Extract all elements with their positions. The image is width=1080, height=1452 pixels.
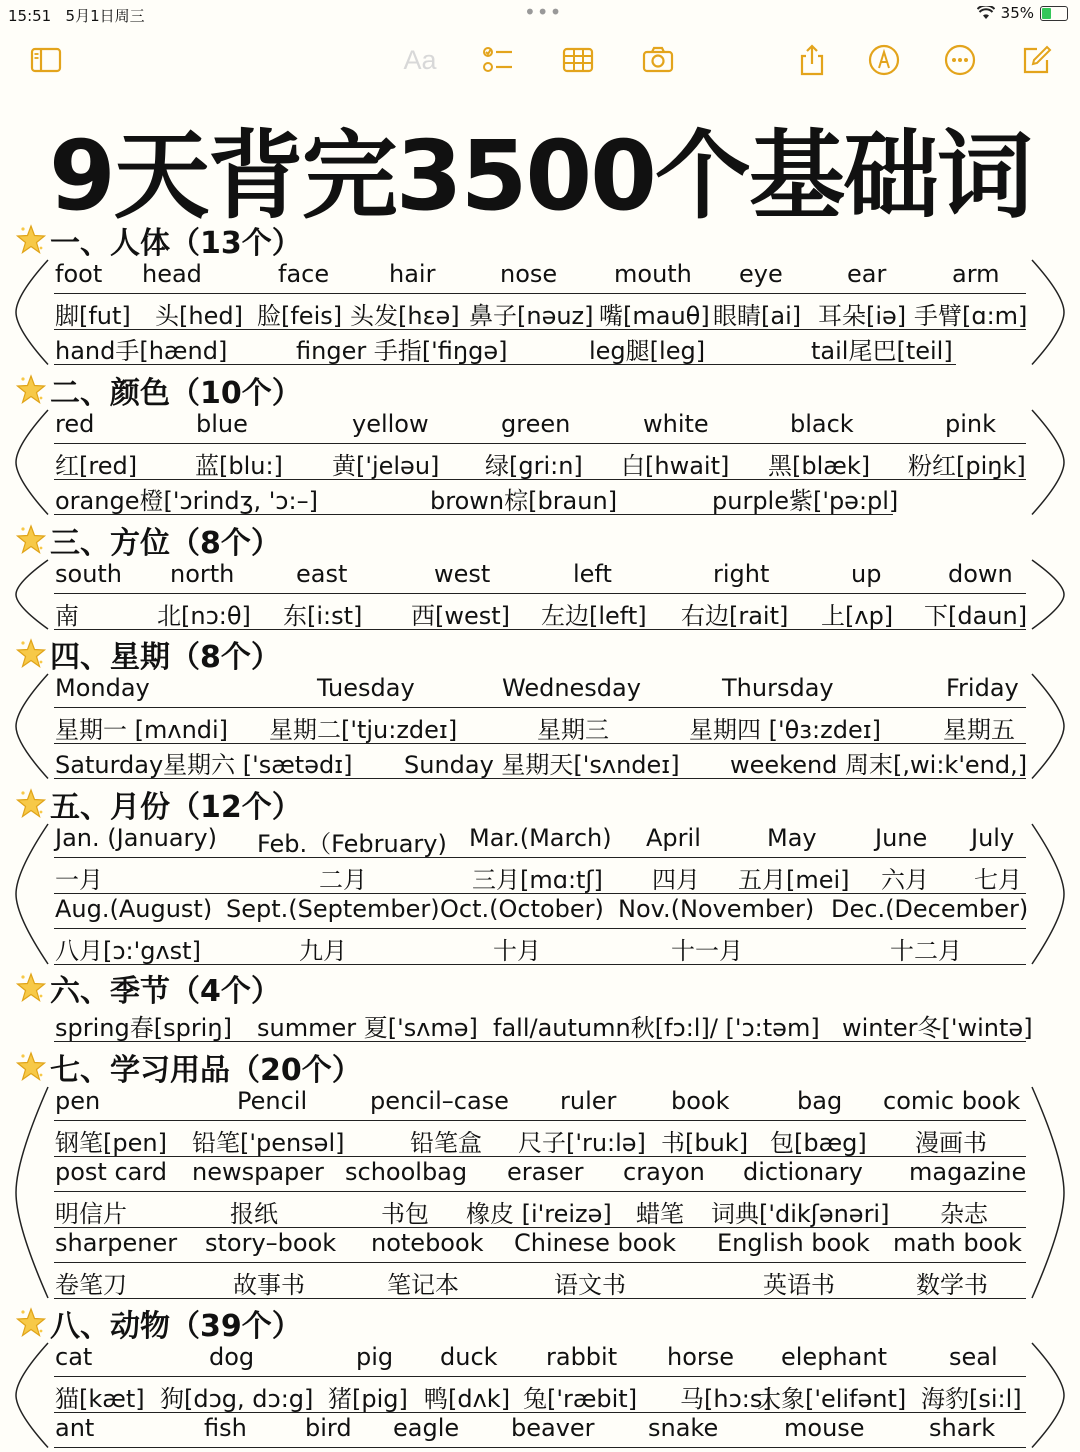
word-cell: 右边[rait] xyxy=(681,601,789,630)
word-row xyxy=(54,858,1026,894)
word-cell: 星期二['tju:zdeɪ] xyxy=(269,715,458,744)
word-cell: rabbit xyxy=(546,1343,618,1371)
left-bracket xyxy=(12,556,52,633)
right-bracket xyxy=(1028,820,1068,968)
word-cell: 头发[hεə] xyxy=(350,301,460,330)
word-cell: 西[west] xyxy=(411,601,511,630)
left-bracket xyxy=(12,820,52,968)
word-cell: Nov.(November) xyxy=(618,895,815,923)
word-cell: south xyxy=(55,560,123,588)
word-cell: notebook xyxy=(371,1229,484,1257)
word-cell: orange橙['ɔrindʒ, 'ɔ:–] xyxy=(55,487,318,515)
word-cell: 红[red] xyxy=(55,451,138,480)
star-icon xyxy=(14,971,48,1005)
section-heading-text: 一、人体（13个） xyxy=(50,226,302,261)
word-row xyxy=(54,708,1026,744)
word-row xyxy=(54,1377,1026,1413)
word-cell: Mar.(March) xyxy=(469,824,612,852)
word-cell: pink xyxy=(945,410,997,438)
word-cell: 星期三 xyxy=(537,715,609,744)
word-cell: north xyxy=(170,560,235,588)
word-row xyxy=(54,1006,1033,1042)
word-cell: pen xyxy=(55,1087,101,1115)
right-bracket xyxy=(1028,1339,1068,1452)
word-row xyxy=(54,822,1026,858)
word-cell: Dec.(December) xyxy=(831,895,1029,923)
word-cell: sharpener xyxy=(55,1229,178,1257)
word-cell: black xyxy=(790,410,854,438)
word-cell: shark xyxy=(929,1414,996,1442)
word-cell: eagle xyxy=(393,1414,460,1442)
word-cell: arm xyxy=(952,260,1000,288)
word-cell: Pencil xyxy=(237,1087,308,1115)
word-cell: 猪[pig] xyxy=(328,1384,408,1413)
word-row xyxy=(54,1121,1026,1157)
section-heading xyxy=(14,632,281,676)
word-cell: 十月 xyxy=(493,936,541,965)
word-cell: schoolbag xyxy=(345,1158,468,1186)
word-cell: 嘴[mauθ] xyxy=(599,301,710,330)
word-cell: finger 手指['fiŋgə] xyxy=(296,337,508,365)
word-cell: fish xyxy=(204,1414,247,1442)
word-cell: 漫画书 xyxy=(915,1128,987,1157)
word-cell: east xyxy=(296,560,348,588)
star-icon xyxy=(14,223,48,257)
word-cell: book xyxy=(671,1087,730,1115)
word-cell: 八月[ɔ:'gʌst] xyxy=(55,936,201,965)
notes-toolbar xyxy=(0,40,1080,84)
left-bracket xyxy=(12,1339,52,1452)
word-cell: 手臂[ɑ:m] xyxy=(914,301,1028,330)
word-cell: 上[ʌp] xyxy=(821,601,894,630)
page-title: 9天背完3500个基础词 xyxy=(49,120,1031,232)
word-cell: 明信片 xyxy=(55,1199,127,1228)
word-cell: 五月[mei] xyxy=(738,865,850,894)
word-cell: horse xyxy=(667,1343,735,1371)
word-row xyxy=(54,672,1026,708)
word-cell: left xyxy=(573,560,612,588)
word-cell: ant xyxy=(55,1414,95,1442)
word-cell: pig xyxy=(356,1343,394,1371)
word-cell: 橡皮 [i'reizə] xyxy=(466,1199,612,1228)
left-bracket xyxy=(12,406,52,519)
word-cell: 黑[blæk] xyxy=(768,451,871,480)
word-cell: newspaper xyxy=(192,1158,324,1186)
section-heading xyxy=(14,966,281,1010)
word-cell: brown棕[braun] xyxy=(430,487,618,515)
star-icon xyxy=(14,523,48,557)
word-cell: 杂志 xyxy=(940,1199,988,1228)
word-row xyxy=(54,408,1026,444)
section-heading xyxy=(14,368,302,412)
word-cell: story–book xyxy=(205,1229,337,1257)
word-cell: bag xyxy=(797,1087,843,1115)
word-cell: 书包 xyxy=(381,1199,429,1228)
word-cell: English book xyxy=(717,1229,870,1257)
word-row xyxy=(54,479,899,515)
share-icon[interactable] xyxy=(792,40,832,80)
word-cell: Friday xyxy=(946,674,1019,702)
section-heading-text: 二、颜色（10个） xyxy=(50,376,302,411)
section-heading xyxy=(14,218,302,262)
word-cell: winter冬['wintə] xyxy=(842,1014,1033,1042)
section-heading-text: 四、星期（8个） xyxy=(50,640,281,675)
word-cell: 狗[dɔg, dɔ:g] xyxy=(160,1384,314,1413)
word-cell: 七月 xyxy=(974,865,1022,894)
word-cell: Tuesday xyxy=(317,674,415,702)
right-bracket xyxy=(1028,670,1068,783)
word-cell: blue xyxy=(196,410,248,438)
word-cell: dog xyxy=(209,1343,255,1371)
word-cell: up xyxy=(851,560,882,588)
word-cell: 绿[gri:n] xyxy=(485,451,583,480)
word-cell: 鼻子[nəuz] xyxy=(469,301,594,330)
word-cell: Monday xyxy=(55,674,150,702)
section-heading xyxy=(14,1045,362,1089)
markup-pen-icon[interactable] xyxy=(864,40,904,80)
word-cell: dictionary xyxy=(743,1158,863,1186)
section-heading-text: 三、方位（8个） xyxy=(50,526,281,561)
word-row xyxy=(54,1263,1026,1299)
word-cell: 东[i:st] xyxy=(283,601,363,630)
word-cell: crayon xyxy=(623,1158,705,1186)
camera-icon[interactable] xyxy=(638,40,678,80)
section-heading xyxy=(14,518,281,562)
word-cell: 兔['ræbit] xyxy=(523,1384,638,1413)
word-cell: ear xyxy=(847,260,887,288)
word-cell: July xyxy=(971,824,1015,852)
word-cell: 星期四 ['θɜ:zdeɪ] xyxy=(689,715,881,744)
status-time: 15:51 5月1日周三 xyxy=(8,7,145,25)
multitask-dots-icon[interactable]: ••• xyxy=(524,0,563,24)
word-cell: 报纸 xyxy=(230,1199,278,1228)
word-cell: 语文书 xyxy=(554,1270,626,1299)
word-cell: 星期五 xyxy=(943,715,1015,744)
status-bar xyxy=(0,0,1080,28)
word-cell: 十一月 xyxy=(671,936,743,965)
word-cell: 星期一 [mʌndi] xyxy=(55,715,229,744)
word-cell: 二月 xyxy=(319,865,367,894)
word-cell: 书[buk] xyxy=(661,1128,749,1157)
word-row xyxy=(54,1192,1026,1228)
word-cell: 钢笔[pen] xyxy=(55,1128,167,1157)
word-cell: 六月 xyxy=(881,865,929,894)
word-row xyxy=(54,1412,1026,1448)
word-cell: 九月 xyxy=(299,936,347,965)
right-bracket xyxy=(1028,406,1068,519)
word-cell: white xyxy=(643,410,709,438)
word-cell: Wednesday xyxy=(502,674,641,702)
word-cell: green xyxy=(501,410,571,438)
word-cell: 铅笔盒 xyxy=(410,1128,482,1157)
word-cell: June xyxy=(875,824,928,852)
word-cell: eraser xyxy=(507,1158,584,1186)
word-cell: 马[hɔ:s] xyxy=(680,1384,772,1413)
battery-icon xyxy=(1040,6,1068,21)
word-cell: yellow xyxy=(352,410,429,438)
word-cell: 脚[fut] xyxy=(55,301,131,330)
word-cell: 眼睛[ai] xyxy=(713,301,802,330)
word-cell: Oct.(October) xyxy=(440,895,604,923)
left-bracket xyxy=(12,1083,52,1302)
word-cell: 左边[left] xyxy=(541,601,647,630)
word-cell: Saturday星期六 ['sætədɪ] xyxy=(55,751,353,779)
word-cell: Sunday 星期天['sʌndeɪ] xyxy=(404,751,680,779)
word-cell: fall/autumn秋[fɔ:l]/ ['ɔ:təm] xyxy=(493,1014,820,1042)
word-row xyxy=(54,743,1026,779)
section-heading-text: 六、季节（4个） xyxy=(50,974,281,1009)
word-row xyxy=(54,558,1026,594)
section-heading xyxy=(14,782,302,826)
word-row xyxy=(54,1341,1026,1377)
word-cell: 南 xyxy=(55,601,79,630)
word-cell: 卷笔刀 xyxy=(55,1270,127,1299)
word-cell: 英语书 xyxy=(763,1270,835,1299)
word-cell: foot xyxy=(55,260,103,288)
word-cell: summer 夏['sʌmə] xyxy=(257,1014,478,1042)
word-cell: elephant xyxy=(781,1343,887,1371)
word-cell: 鸭[dʌk] xyxy=(424,1384,511,1413)
sidebar-toggle-icon[interactable] xyxy=(26,40,66,80)
right-bracket xyxy=(1028,556,1068,633)
word-cell: 尺子['ru:lə] xyxy=(518,1128,646,1157)
section-heading-text: 五、月份（12个） xyxy=(50,790,302,825)
table-icon[interactable] xyxy=(558,40,598,80)
checklist-icon[interactable] xyxy=(478,40,518,80)
format-button[interactable]: Aa xyxy=(403,44,437,75)
word-cell: mouse xyxy=(784,1414,865,1442)
word-cell: hair xyxy=(389,260,436,288)
word-cell: bird xyxy=(305,1414,352,1442)
word-cell: nose xyxy=(500,260,558,288)
word-row xyxy=(54,1227,1026,1263)
section-heading xyxy=(14,1301,302,1345)
word-cell: eye xyxy=(739,260,783,288)
section-heading-text: 八、动物（39个） xyxy=(50,1309,302,1344)
compose-icon[interactable] xyxy=(1016,40,1056,80)
word-cell: comic book xyxy=(883,1087,1021,1115)
word-row xyxy=(54,444,1026,480)
word-cell: beaver xyxy=(511,1414,595,1442)
status-date: 5月1日周三 xyxy=(65,7,145,25)
section-heading-text: 七、学习用品（20个） xyxy=(50,1053,362,1088)
word-cell: weekend 周末[,wi:k'end,] xyxy=(730,751,1028,779)
word-row xyxy=(54,258,1026,294)
word-cell: Chinese book xyxy=(514,1229,677,1257)
left-bracket xyxy=(12,670,52,783)
word-cell: pencil–case xyxy=(370,1087,509,1115)
right-bracket xyxy=(1028,256,1068,369)
word-cell: 包[bæg] xyxy=(770,1128,867,1157)
word-cell: head xyxy=(142,260,202,288)
star-icon xyxy=(14,1306,48,1340)
wifi-icon xyxy=(977,6,995,20)
word-cell: 笔记本 xyxy=(387,1270,459,1299)
word-row xyxy=(54,929,1026,965)
word-cell: 蜡笔 xyxy=(636,1199,684,1228)
word-cell: 铅笔['pensəl] xyxy=(192,1128,345,1157)
word-cell: 下[daun] xyxy=(924,601,1028,630)
word-cell: down xyxy=(948,560,1013,588)
star-icon xyxy=(14,373,48,407)
word-cell: 三月[mɑ:tʃ] xyxy=(472,865,603,894)
word-cell: 一月 xyxy=(55,865,103,894)
word-cell: spring春[spriŋ] xyxy=(55,1014,232,1042)
word-cell: Feb.（February) xyxy=(257,830,447,858)
word-cell: west xyxy=(434,560,491,588)
word-cell: 蓝[blu:] xyxy=(195,451,283,480)
word-cell: Sept.(September) xyxy=(226,895,440,923)
word-cell: post card xyxy=(55,1158,168,1186)
word-cell: mouth xyxy=(614,260,692,288)
word-cell: 猫[kæt] xyxy=(55,1384,145,1413)
word-cell: face xyxy=(278,260,330,288)
left-bracket xyxy=(12,256,52,369)
word-cell: 黄['jeləu] xyxy=(332,451,440,480)
word-cell: 海豹[si:l] xyxy=(921,1384,1022,1413)
star-icon xyxy=(14,637,48,671)
word-cell: seal xyxy=(949,1343,998,1371)
word-cell: 故事书 xyxy=(233,1270,305,1299)
star-icon xyxy=(14,787,48,821)
word-cell: 北[nɔ:θ] xyxy=(157,601,251,630)
word-cell: hand手[hænd] xyxy=(55,337,228,365)
word-row xyxy=(54,594,1026,630)
word-cell: leg腿[leg] xyxy=(589,337,706,365)
word-cell: Thursday xyxy=(722,674,834,702)
word-row xyxy=(54,1156,1026,1192)
word-row xyxy=(54,329,956,365)
right-bracket xyxy=(1028,1083,1068,1302)
word-cell: red xyxy=(55,410,95,438)
word-cell: May xyxy=(767,824,817,852)
word-cell: 白[hwait] xyxy=(621,451,730,480)
more-options-icon[interactable] xyxy=(940,40,980,80)
word-row xyxy=(54,294,1026,330)
word-cell: 四月 xyxy=(652,865,700,894)
word-cell: 粉红[piŋk] xyxy=(908,451,1026,480)
word-row xyxy=(54,1085,1026,1121)
word-cell: purple紫['pə:pl] xyxy=(712,487,899,515)
word-row xyxy=(54,893,1029,929)
word-cell: 大象['elifənt] xyxy=(757,1384,907,1413)
star-icon xyxy=(14,1050,48,1084)
word-cell: 耳朵[iə] xyxy=(818,301,907,330)
word-cell: Jan. (January) xyxy=(55,824,217,852)
word-cell: 词典['dikʃənəri] xyxy=(711,1199,890,1228)
battery-percent: 35% xyxy=(1000,4,1034,22)
word-cell: right xyxy=(713,560,770,588)
word-cell: 十二月 xyxy=(890,936,962,965)
word-cell: 头[hed] xyxy=(155,301,243,330)
word-cell: math book xyxy=(893,1229,1022,1257)
word-cell: duck xyxy=(440,1343,498,1371)
word-cell: Aug.(August) xyxy=(55,895,213,923)
word-cell: 数学书 xyxy=(916,1270,988,1299)
word-cell: snake xyxy=(648,1414,719,1442)
word-cell: tail尾巴[teil] xyxy=(811,337,953,365)
word-cell: magazine xyxy=(909,1158,1027,1186)
word-cell: cat xyxy=(55,1343,93,1371)
word-cell: 脸[feis] xyxy=(257,301,343,330)
word-cell: April xyxy=(646,824,701,852)
word-cell: ruler xyxy=(560,1087,617,1115)
